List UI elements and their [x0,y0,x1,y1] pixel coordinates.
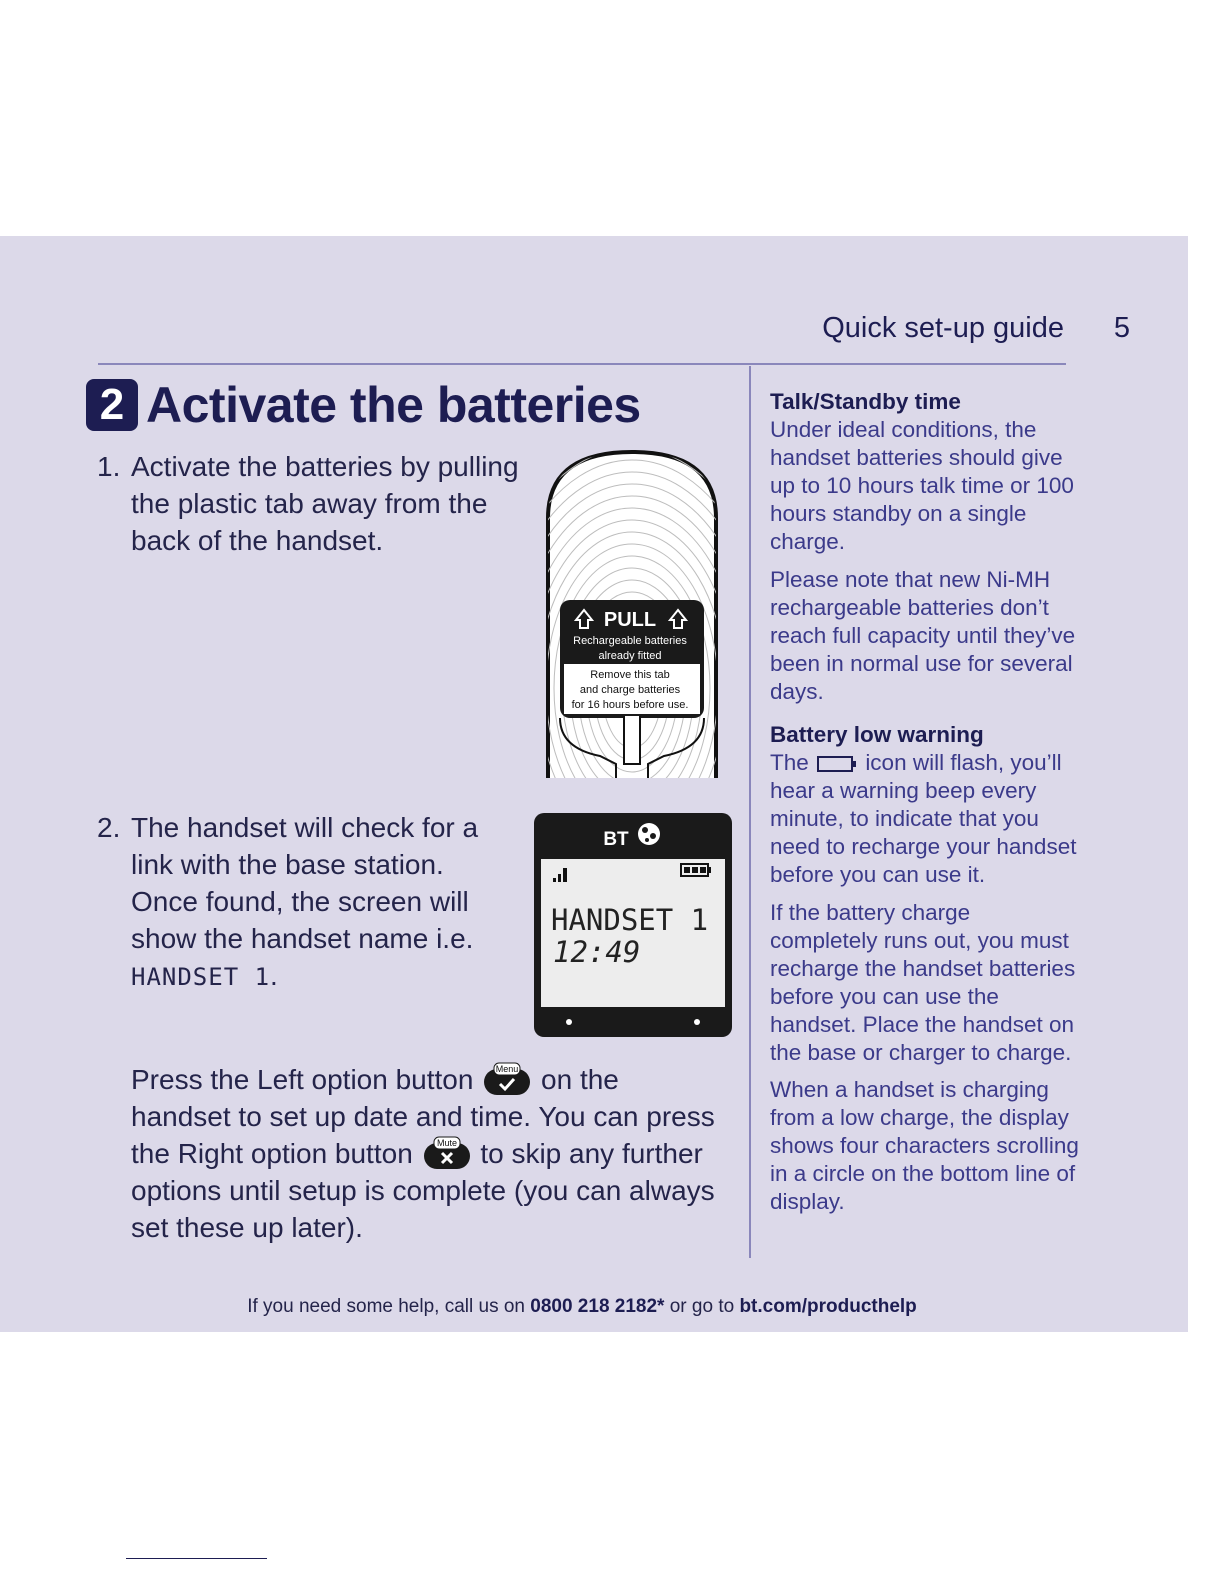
svg-text:Mute: Mute [436,1137,457,1148]
tab-text: and charge batteries [579,684,681,696]
step-line: link with the base station. [131,849,444,880]
option-button-instructions: Press the Left option button Menu on the handset to set up date and time. You can press the Right option button Mute to skip any further options until setup is complete (you can always set these up later). [131,1063,715,1243]
help-footer: If you need some help, call us on 0800 218 2182* or go to bt.com/producthelp [247,1296,917,1317]
footnote-rule [126,1558,267,1559]
step-line: show the handset name i.e. [131,923,474,954]
handset-back-illustration [540,448,724,778]
bt-logo-text: BT [603,829,629,850]
empty-battery-icon [817,755,857,773]
tab-pull-label: PULL [603,609,657,631]
battery-runout-note [770,899,1080,1067]
page-header [0,312,1136,352]
right-softkey-dot [694,1019,700,1025]
help-url: bt.com/producthelp [739,1296,917,1317]
nimh-note [770,566,1080,706]
runout-text: If the battery charge completely runs out, you must recharge the handset batteries before you can use the handset. Place the handset on the base or charger to charge. [770,900,1076,1065]
step-2 [97,809,531,996]
tab-text: Remove this tab [590,669,670,681]
talk-standby-note [770,388,1080,556]
step-line: back of the handset. [131,525,384,556]
guide-title: Quick set-up guide [822,312,1064,344]
step-1 [97,448,531,559]
tab-text: Rechargeable batteries [573,635,687,647]
bt-globe-icon [638,823,660,845]
display-line-1: HANDSET 1 [551,903,709,937]
talk-standby-text: Under ideal conditions, the handset batteries should give up to 10 hours talk time or 100 hours standby on a single charge. [770,417,1074,554]
section-number-badge: 2 [86,379,138,431]
help-phone: 0800 218 2182* [530,1296,665,1317]
charging-text: When a handset is charging from a low charge, the display shows four characters scrolling in a circle on the bottom line of display. [770,1077,1079,1214]
display-line-2: 12:49 [553,935,641,969]
mute-button-icon [423,1136,471,1170]
battery-low-note: Battery low warning The icon will flash, you’ll hear a warning beep every minute, to indicate that you need to recharge your handset before you can use it. [770,721,1080,889]
step-number: 1. [97,451,121,482]
talk-standby-heading: Talk/Standby time [770,389,961,414]
header-rule [98,363,1066,365]
handset-display-illustration [533,812,733,1038]
menu-button-icon [483,1062,531,1096]
tab-text: for 16 hours before use. [571,699,689,711]
step-line: the plastic tab away from the [131,488,488,519]
step-line: Once found, the screen will [131,886,469,917]
step-line: Activate the batteries by pulling [131,451,519,482]
tab-text: already fitted [598,650,662,662]
step-line: HANDSET 1. [131,960,278,991]
section-heading [86,374,641,436]
step-line: The handset will check for a [131,812,479,843]
left-softkey-dot [566,1019,572,1025]
svg-text:Menu: Menu [495,1063,519,1074]
page-number: 5 [1113,312,1130,344]
step-number: 2. [97,812,121,843]
battery-low-heading: Battery low warning [770,722,984,747]
nimh-text: Please note that new Ni-MH rechargeable batteries don’t reach full capacity until they’ve been in normal use for several days. [770,567,1076,704]
charging-note [770,1076,1080,1216]
column-divider [749,366,751,1258]
handset-name-example: HANDSET 1 [131,963,271,991]
section-title: Activate the batteries [146,377,641,433]
